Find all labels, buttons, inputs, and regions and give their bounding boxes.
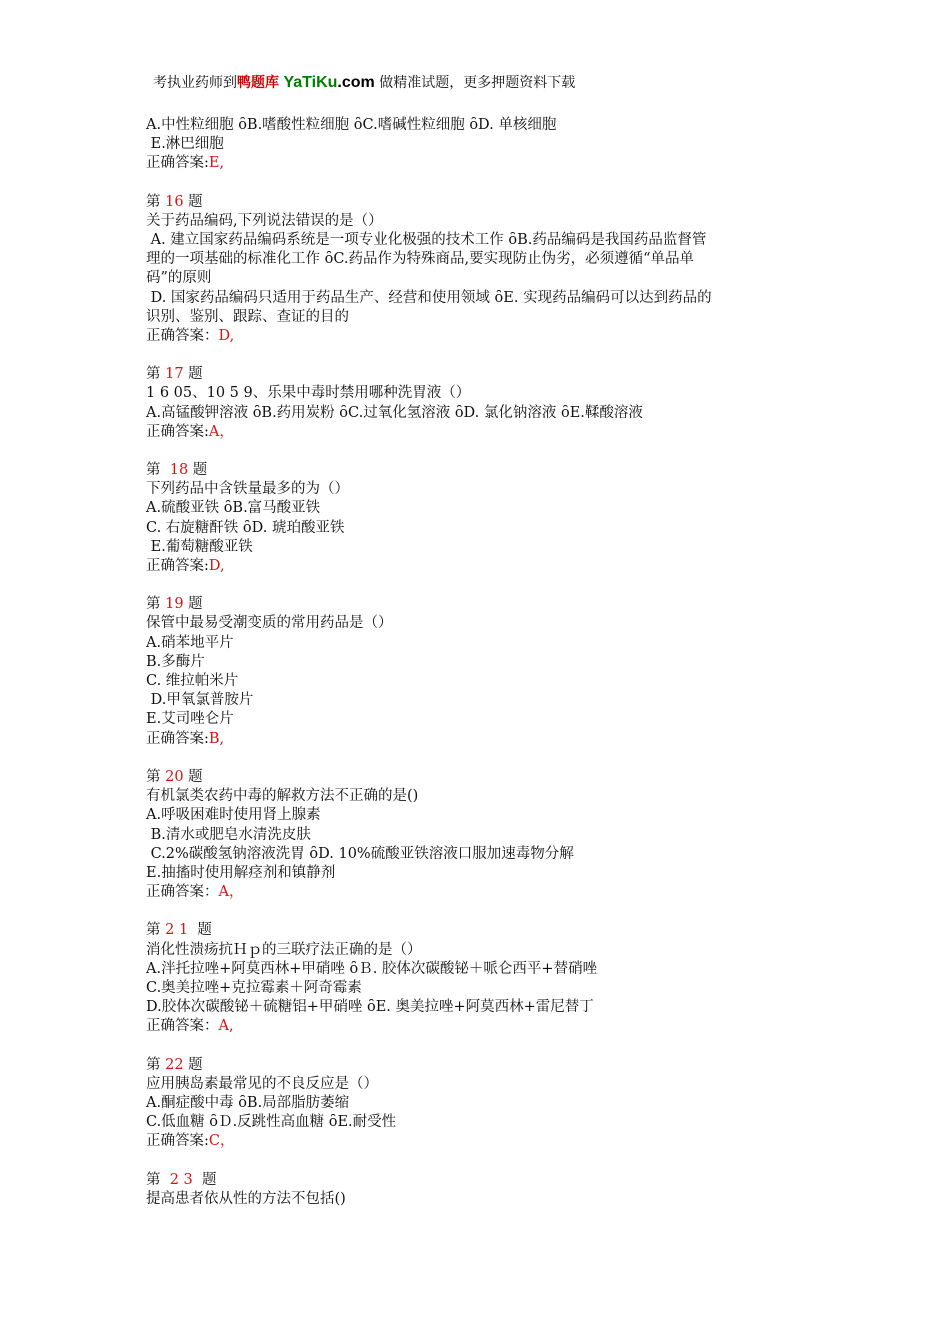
answer-value: A, [218, 1018, 234, 1035]
question-number: 22 [165, 1056, 184, 1073]
answer-label: 正确答案： [146, 884, 219, 901]
options-line: C. 维拉帕米片 [146, 673, 239, 690]
question-title: 第 19 题 [146, 596, 203, 613]
question-number: 2 1 [165, 922, 189, 939]
question-title: 第 20 题 [146, 768, 203, 785]
document-body [146, 116, 806, 1228]
options-line: D.胶体次碳酸铋＋硫糖铝+甲硝唑 ȏE. 奥美拉唑+阿莫西林+雷尼替丁 [146, 999, 594, 1016]
brand-name-en[interactable]: YaTiKu [283, 74, 338, 91]
brand-domain[interactable]: .com [337, 74, 375, 91]
header-suffix: 做精准试题，更多押题资料下载 [379, 75, 576, 91]
options-line: C.2%碳酸氢钠溶液洗胃 ȏD. 10%硫酸亚铁溶液口服加速毒物分解 [146, 845, 574, 862]
answer-value: A， [208, 423, 234, 440]
question-15-tail [146, 116, 806, 174]
options-line: B.多酶片 [146, 653, 205, 670]
answer-value: D, [218, 328, 235, 345]
question-number: 2 3 [169, 1171, 193, 1188]
answer-line [146, 730, 806, 749]
question-stem: 下列药品中含铁量最多的为（） [146, 481, 349, 498]
question-title: 第 2 3 题 [146, 1171, 217, 1188]
answer-value: D, [208, 558, 225, 575]
question-18 [146, 461, 806, 576]
brand-name-cn[interactable]: 鸭题库 [237, 75, 279, 91]
answer-value: B, [208, 730, 225, 747]
question-number: 17 [165, 366, 184, 383]
question-stem: 保管中最易受潮变质的常用药品是（） [146, 615, 393, 632]
options-line: A.泮托拉唑+阿莫西林+甲硝唑 ȏＢ. 胶体次碳酸铋＋哌仑西平+替硝唑 [146, 960, 598, 977]
options-line: E.抽搐时使用解痉剂和镇静剂 [146, 864, 336, 881]
answer-label: 正确答案: [146, 423, 209, 440]
options-line: C.低血糖 ȏＤ.反跳性高血糖 ȏE.耐受性 [146, 1114, 397, 1131]
options-line: A.硫酸亚铁 ȏB.富马酸亚铁 [146, 500, 321, 517]
options-line: E.艾司唑仑片 [146, 711, 234, 728]
options-line: D.甲氧氯普胺片 [146, 692, 254, 709]
answer-line [146, 557, 806, 576]
options-line: A. 建立国家药品编码系统是一项专业化极强的技术工作 ȏB.药品编码是我国药品监督管 [146, 232, 707, 249]
header-prefix: 考执业药师到 [153, 75, 237, 91]
question-number: 18 [169, 462, 189, 479]
question-21 [146, 921, 806, 1036]
answer-line [146, 883, 806, 902]
question-22 [146, 1056, 806, 1152]
question-number: 20 [165, 768, 184, 785]
question-23 [146, 1171, 806, 1209]
question-stem: 关于药品编码,下列说法错误的是（） [146, 212, 383, 229]
answer-value: A， [218, 884, 244, 901]
options-line: A.硝苯地平片 [146, 634, 234, 651]
question-stem: 提高患者依从性的方法不包括() [146, 1190, 346, 1207]
question-title: 第 22 题 [146, 1056, 203, 1073]
options-line: 理的一项基础的标准化工作 ȏC.药品作为特殊商品,要实现防止伪劣，必须遵循“单品单 [146, 251, 695, 268]
question-stem: 有机氯类农药中毒的解救方法不正确的是() [146, 788, 419, 805]
answer-line [146, 1132, 806, 1151]
answer-label: 正确答案: [146, 155, 209, 172]
answer-line [146, 154, 806, 173]
page-header [153, 72, 575, 92]
answer-line [146, 1017, 806, 1036]
options-line: E.淋巴细胞 [146, 136, 224, 153]
answer-line [146, 327, 806, 346]
question-19 [146, 595, 806, 749]
answer-label: 正确答案： [146, 1018, 219, 1035]
question-17 [146, 365, 806, 442]
question-title: 第 18 题 [146, 462, 208, 479]
answer-value: E, [208, 155, 225, 172]
answer-label: 正确答案: [146, 558, 209, 575]
options-line: A.呼吸困难时使用肾上腺素 [146, 807, 321, 824]
question-title: 第 17 题 [146, 366, 203, 383]
question-number: 19 [165, 596, 184, 613]
question-stem: 应用胰岛素最常见的不良反应是（） [146, 1075, 378, 1092]
question-stem: 消化性溃疡抗Ｈｐ的三联疗法正确的是（） [146, 941, 422, 958]
answer-label: 正确答案: [146, 1133, 209, 1150]
answer-label: 正确答案： [146, 328, 219, 345]
answer-line [146, 423, 806, 442]
options-line: A.高锰酸钾溶液 ȏB.药用炭粉 ȏC.过氧化氢溶液 ȏD. 氯化钠溶液 ȏE.鞣酸溶液 [146, 404, 643, 421]
options-line: 码”的原则 [146, 270, 212, 287]
question-number: 16 [165, 193, 184, 210]
options-line: 识别、鉴别、跟踪、查证的目的 [146, 308, 349, 325]
options-line: A.酮症酸中毒 ȏB.局部脂肪萎缩 [146, 1094, 350, 1111]
question-title: 第 2 1 题 [146, 922, 212, 939]
options-line: D. 国家药品编码只适用于药品生产、经营和使用领域 ȏE. 实现药品编码可以达到药品的 [146, 289, 712, 306]
answer-label: 正确答案: [146, 730, 209, 747]
question-16 [146, 193, 806, 347]
options-line: B.清水或肥皂水清洗皮肤 [146, 826, 311, 843]
options-line: C.奥美拉唑+克拉霉素＋阿奇霉素 [146, 979, 362, 996]
options-line: E.葡萄糖酸亚铁 [146, 538, 253, 555]
options-line: A.中性粒细胞 ȏB.嗜酸性粒细胞 ȏC.嗜碱性粒细胞 ȏD. 单核细胞 [146, 117, 557, 133]
question-20 [146, 768, 806, 902]
answer-value: C， [208, 1133, 235, 1150]
question-title: 第 16 题 [146, 193, 203, 210]
options-line: C. 右旋糖酐铁 ȏD. 琥珀酸亚铁 [146, 519, 345, 536]
question-stem: 1 6 05、10 5 9、乐果中毒时禁用哪种洗胃液（） [146, 385, 471, 402]
